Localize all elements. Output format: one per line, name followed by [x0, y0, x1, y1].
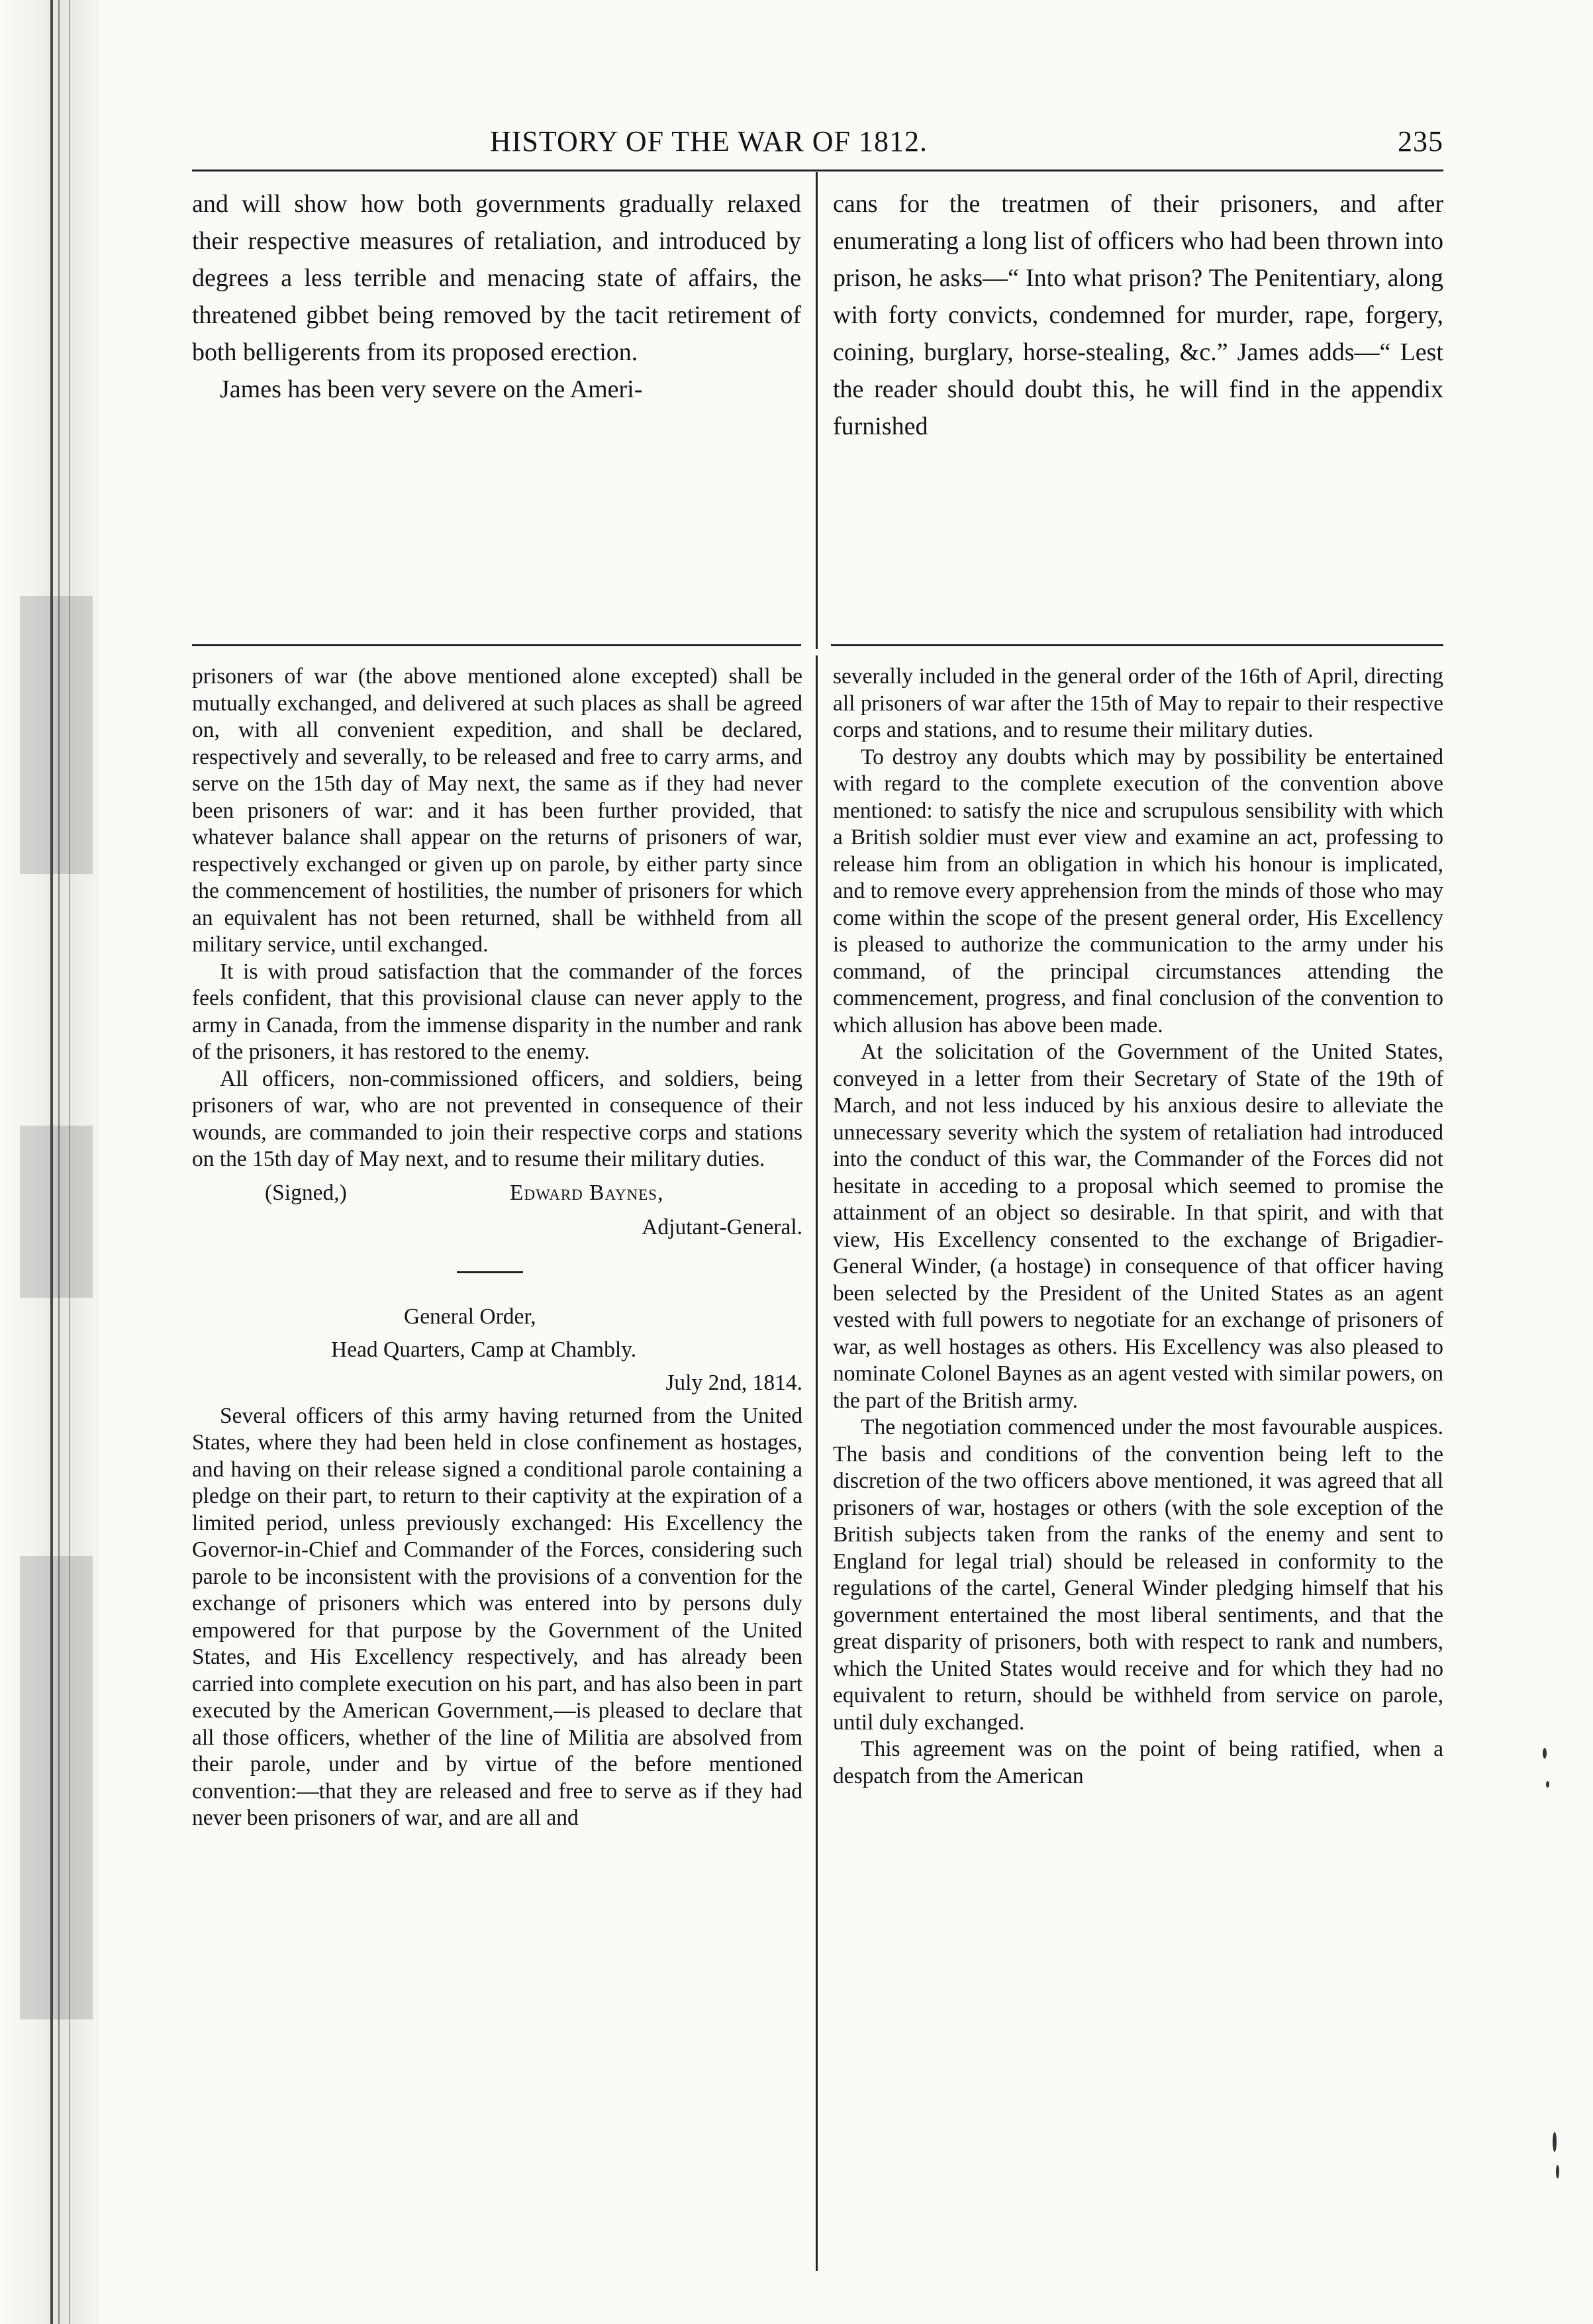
main-text-right-column: [833, 185, 1443, 445]
body-paragraph: and will show how both governments gradually relaxed their respective measures of retaliation, and introduced by degrees a less terrible and menacing state of affairs, the threatened gibbet being removed by the tacit retirement of both belligerents from its proposed erection.: [192, 190, 801, 366]
body-paragraph: James has been very severe on the Ameri-: [220, 375, 643, 403]
header-rule: [192, 169, 1443, 171]
section-dash: [457, 1271, 523, 1273]
page-number: 235: [1398, 125, 1443, 158]
extract-right-column: [833, 663, 1443, 1790]
book-page: [192, 119, 1443, 2278]
column-divider-upper: [816, 172, 818, 649]
running-header: [192, 119, 1443, 166]
signatory-name: Edward Baynes,: [510, 1180, 664, 1205]
footnote-separator-right: [831, 644, 1443, 646]
general-order-title: General Order,: [404, 1304, 536, 1329]
extract-paragraph: All officers, non-commissioned officers, and soldiers, being prisoners of war, who are not prevented in consequence of their wounds, are commanded to join their respective corps and stations on the 15th day of May next, and to resume their military duties.: [192, 1066, 802, 1171]
signatory-rank: Adjutant-General.: [642, 1214, 802, 1239]
extract-paragraph: prisoners of war (the above mentioned alone excepted) shall be mutually exchanged, and delivered at such places as shall be agreed on, with all convenient expedition, and shall be declared, respectively and severally, to be released and free to carry arms, and serve on the 15th day of May next, the same as if they had never been prisoners of war: and it has been further provided, that whatever balance shall appear on the returns of prisoners of war, respectively exchanged or given up on parole, by either party since the commencement of hostilities, the number of prisoners for which an equivalent has not been returned, shall be withheld from all military service, until exchanged.: [192, 664, 802, 957]
general-order-heading: [192, 1304, 802, 1403]
extract-paragraph: It is with proud satisfaction that the commander of the forces feels confident, that this provisional clause can never apply to the army in Canada, from the immense disparity in the number and rank of the prisoners, it has restored to the enemy.: [192, 959, 802, 1064]
column-divider-lower: [816, 655, 818, 2271]
scan-speck: [1546, 1781, 1549, 1788]
extract-left-column: [192, 663, 802, 1832]
signed-label: (Signed,): [265, 1180, 347, 1205]
running-title: HISTORY OF THE WAR OF 1812.: [490, 125, 928, 158]
scan-speck: [1543, 1748, 1547, 1759]
main-text-left-column: [192, 185, 801, 408]
page-binding-edge: [0, 0, 99, 2324]
signature-block: [192, 1180, 802, 1249]
scan-speck: [1553, 2132, 1557, 2152]
extract-paragraph: The negotiation commenced under the most favourable auspices. The basis and conditions of the convention being left to the discretion of the two officers above mentioned, it was agreed that all prisoners of war, hostages or others (with the sole exception of the British subjects taken from the ranks of the enemy and sent to England for legal trial) should be released in conformity to the regulations of the cartel, General Winder pledging himself that his government entertained the most liberal sentiments, and that the great disparity of prisoners, both with respect to rank and numbers, which the United States would receive and for which they had no equivalent to return, should be withheld from service on parole, until duly exchanged.: [833, 1415, 1443, 1735]
body-paragraph: cans for the treatmen of their prisoners, and after enumerating a long list of officers who had been thrown into prison, he asks—“ Into what prison? The Penitentiary, along with forty convicts, condemned for murder, rape, forgery, coining, burglary, horse-stealing, &c.” James adds—“ Lest the reader should doubt this, he will find in the appendix furnished: [833, 190, 1443, 440]
extract-paragraph: severally included in the general order of the 16th of April, directing all prisoners of war after the 15th of May to repair to their respective corps and stations, and to resume their military duties.: [833, 664, 1443, 742]
extract-paragraph: This agreement was on the point of being ratified, when a despatch from the American: [833, 1737, 1443, 1788]
scan-speck: [1556, 2165, 1559, 2178]
general-order-location: Head Quarters, Camp at Chambly.: [331, 1337, 637, 1362]
extract-paragraph: To destroy any doubts which may by possibility be entertained with regard to the complete execution of the convention above mentioned: to satisfy the nice and scrupulous sensibility with which a British soldier must ever view and examine an act, professing to release him from an obligation in which his honour is implicated, and to remove every apprehension from the minds of those who may come within the scope of the present general order, His Excellency is pleased to authorize the communication to the army under his command, of the principal circumstances attending the commencement, progress, and final conclusion of the convention to which allusion has above been made.: [833, 744, 1443, 1038]
general-order-date: July 2nd, 1814.: [665, 1370, 802, 1395]
extract-paragraph: At the solicitation of the Government of the United States, conveyed in a letter from their Secretary of State of the 19th of March, and not less induced by his anxious desire to alleviate the unnecessary severity which the system of retaliation had introduced into the conduct of this war, the Commander of the Forces did not hesitate in acceding to a proposal which seemed to promise the attainment of an object so desirable. In that spirit, and with that view, His Excellency consented to the exchange of Brigadier-General Winder, (a hostage) in consequence of that officer having been selected by the President of the United States as an agent vested with full powers to negotiate for an exchange of prisoners of war, as well hostages as others. His Excellency was also pleased to nominate Colonel Baynes as an agent vested with similar powers, on the part of the British army.: [833, 1040, 1443, 1413]
footnote-separator-left: [192, 644, 801, 646]
extract-paragraph: Several officers of this army having returned from the United States, where they had been held in close confinement as hostages, and having on their release signed a conditional parole containing a pledge on their part, to return to their captivity at the expiration of a limited period, unless previously exchanged: His Excellency the Governor-in-Chief and Commander of the Forces, considering such parole to be inconsistent with the provisions of a convention for the exchange of prisoners which was entered into by persons duly empowered for that purpose by the Government of the United States, and His Excellency respectively, and has already been carried into complete execution on his part, and has also been in part executed by the American Government,—is pleased to declare that all those officers, whether of the line of Militia are absolved from their parole, under and by virtue of the before mentioned convention:—that they are released and free to serve as if they had never been prisoners of war, and are all and: [192, 1403, 802, 1830]
